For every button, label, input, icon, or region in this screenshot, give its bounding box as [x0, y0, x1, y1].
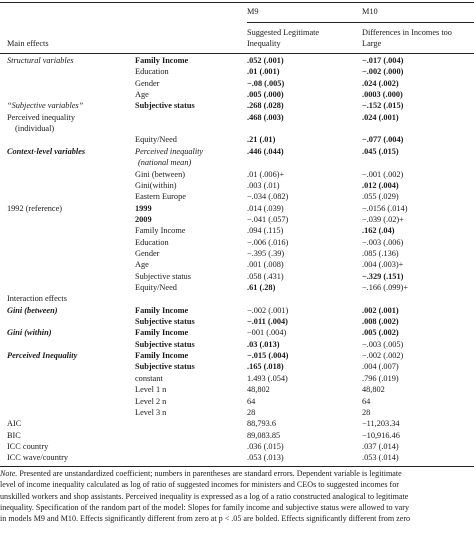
- m10-coefficient-cell: −.166 (.099)+: [362, 283, 408, 292]
- m9-coefficient-cell: −.08 (.005): [247, 78, 285, 88]
- m10-coefficient-cell: −.017 (.004): [362, 56, 404, 65]
- row-section-label: Perceived Inequality: [7, 351, 78, 361]
- m10-coefficient-cell: .012 (.004): [362, 180, 399, 190]
- row-variable-label: Gender: [135, 248, 160, 258]
- table-note-label: Note.: [0, 469, 18, 478]
- m9-coefficient-cell: .036 (.015): [247, 441, 284, 451]
- m10-coefficient-cell: .005 (.002): [362, 328, 399, 338]
- row-variable-label: Level 3 n: [135, 407, 167, 417]
- m10-coefficient-cell: −.003 (.006): [362, 237, 404, 247]
- m10-coefficient-cell: −.003 (.005): [362, 339, 404, 349]
- m10-coefficient-cell: −10,916.46: [362, 430, 400, 440]
- m9-coefficient-cell: −.006 (.016): [247, 237, 289, 247]
- row-section-label: AIC: [7, 419, 22, 429]
- m9-coefficient-cell: 88,793.6: [247, 419, 277, 429]
- m9-coefficient-cell: .21 (.01): [247, 135, 276, 145]
- row-variable-label: Subjective status: [135, 362, 195, 372]
- m9-coefficient-cell: −.041 (.057): [247, 214, 289, 224]
- m9-coefficient-cell: .052 (.001): [247, 56, 284, 65]
- table-note-text: Presented are unstandardized coefficient; numbers in parentheses are standard errors. Dependent variable is legitimate: [17, 469, 402, 478]
- m10-coefficient-cell: .008 (.002): [362, 317, 399, 327]
- row-section-label: Perceived inequality: [7, 112, 75, 122]
- m9-coefficient-cell: .01 (.001): [247, 67, 280, 77]
- table-note-line: [0, 468, 474, 479]
- row-variable-label: Equity/Need: [135, 135, 177, 145]
- row-variable-label: Subjective status: [135, 317, 195, 327]
- m9-coefficient-cell: .01 (.006)+: [247, 169, 285, 179]
- row-section-label: ICC country: [7, 441, 49, 451]
- row-section-label: ICC wave/country: [7, 453, 69, 463]
- row-variable-label: (national mean): [138, 158, 192, 168]
- m9-column-heading: M9: [247, 7, 259, 16]
- row-variable-label: Age: [135, 260, 149, 270]
- row-variable-label: 2009: [135, 214, 152, 224]
- table-note-line: inequality. Specification of the random part of the model: Slopes for family income and subjective status were allowed to vary: [0, 502, 409, 512]
- row-variable-label: Gini(within): [135, 180, 177, 190]
- m10-coefficient-cell: .085 (.136): [362, 248, 399, 258]
- row-section-label: Context-level variables: [7, 146, 86, 156]
- row-section-label: (individual): [15, 124, 55, 134]
- m9-coefficient-cell: .03 (.013): [247, 339, 280, 349]
- m10-coefficient-cell: .002 (.001): [362, 305, 399, 315]
- row-section-label: “Subjective variables”: [7, 101, 84, 111]
- model-heading-rule: [247, 22, 474, 23]
- m10-coefficient-cell: 64: [362, 396, 371, 406]
- row-variable-label: Family Income: [135, 328, 189, 338]
- m9-coefficient-cell: .165 (.018): [247, 362, 284, 372]
- table-note-line: in models M9 and M10. Effects significantly different from zero at p < .05 are bolded. Effects significantly different from zero: [0, 514, 411, 524]
- m9-coefficient-cell: 28: [247, 407, 256, 417]
- m9-coefficient-cell: 89,083.85: [247, 430, 281, 440]
- row-variable-label: constant: [135, 373, 163, 383]
- m9-coefficient-cell: .058 (.431): [247, 271, 284, 281]
- m10-coefficient-cell: −.077 (.004): [362, 135, 404, 145]
- m10-dependent-variable-line-2: Large: [362, 39, 382, 48]
- m9-coefficient-cell: .005 (.000): [247, 90, 284, 99]
- row-variable-label: Gender: [135, 78, 160, 88]
- m10-coefficient-cell: −.002 (.002): [362, 351, 404, 361]
- row-variable-label: Equity/Need: [135, 283, 177, 292]
- table-bottom-rule: [0, 466, 474, 467]
- m10-coefficient-cell: −.039 (.02)+: [362, 214, 404, 224]
- m10-coefficient-cell: −.001 (.002): [362, 169, 404, 179]
- m9-dependent-variable-line-2: Inequality: [247, 39, 281, 48]
- m10-coefficient-cell: .162 (.04): [362, 226, 395, 236]
- m9-coefficient-cell: .003 (.01): [247, 180, 280, 190]
- m10-coefficient-cell: −.152 (.015): [362, 101, 404, 111]
- row-variable-label: Subjective status: [135, 271, 191, 281]
- m10-coefficient-cell: .053 (.014): [362, 453, 399, 463]
- m10-coefficient-cell: .037 (.014): [362, 441, 399, 451]
- m9-coefficient-cell: −.034 (.082): [247, 192, 289, 202]
- m9-coefficient-cell: −.395 (.39): [247, 248, 285, 258]
- row-section-label: Structural variables: [7, 56, 74, 65]
- m9-coefficient-cell: .61 (.28): [247, 283, 276, 292]
- row-variable-label: Level 1 n: [135, 385, 167, 395]
- m9-coefficient-cell: .014 (.039): [247, 203, 284, 213]
- row-variable-label: Family Income: [135, 305, 189, 315]
- m10-coefficient-cell: .024 (.002): [362, 78, 399, 88]
- m9-coefficient-cell: 64: [247, 396, 256, 406]
- row-variable-label: Gini (between): [135, 169, 185, 179]
- m9-coefficient-cell: .468 (.003): [247, 112, 284, 122]
- row-variable-label: Subjective status: [135, 339, 195, 349]
- row-variable-label: Education: [135, 67, 169, 77]
- m10-coefficient-cell: .004 (.003)+: [362, 260, 404, 270]
- row-variable-label: Education: [135, 237, 169, 247]
- table-top-rule: [0, 2, 474, 3]
- m9-coefficient-cell: .446 (.044): [247, 146, 284, 156]
- m9-coefficient-cell: 1.493 (.054): [247, 373, 288, 383]
- row-variable-label: Family Income: [135, 56, 189, 65]
- m10-column-heading: M10: [362, 7, 378, 16]
- table-note: [0, 468, 474, 524]
- m9-coefficient-cell: .268 (.028): [247, 101, 284, 111]
- m10-coefficient-cell: −.002 (.000): [362, 67, 404, 77]
- row-variable-label: Age: [135, 90, 149, 99]
- m9-coefficient-cell: .001 (.008): [247, 260, 284, 270]
- m10-coefficient-cell: −.0156 (.014): [362, 203, 408, 213]
- row-variable-label: Family Income: [135, 351, 189, 361]
- row-section-label: Gini (between): [7, 305, 58, 315]
- row-variable-label: Perceived inequality: [135, 146, 204, 156]
- m9-coefficient-cell: −001 (.004): [247, 328, 287, 338]
- main-effects-heading: Main effects: [7, 39, 49, 48]
- m10-dependent-variable-line-1: Differences in Incomes too: [362, 28, 452, 37]
- table-note-line: level of income inequality calculated as log of ratio of suggested incomes for ministers and CEOs to suggested incomes for: [0, 480, 399, 490]
- header-bottom-rule: [0, 53, 474, 54]
- m9-coefficient-cell: 48,802: [247, 385, 270, 395]
- table-note-line: unskilled workers and shop assistants. Perceived inequality is expressed as a log of a ratio constructed analogical to legitimate: [0, 491, 409, 501]
- row-variable-label: Eastern Europe: [135, 192, 186, 202]
- m10-coefficient-cell: .796 (.019): [362, 373, 399, 383]
- m10-coefficient-cell: .004 (.007): [362, 362, 399, 372]
- row-variable-label: 1999: [135, 203, 152, 213]
- row-section-label: Gini (within): [7, 328, 52, 338]
- m9-dependent-variable-line-1: Suggested Legitimate: [247, 28, 320, 37]
- row-variable-label: Level 2 n: [135, 396, 167, 406]
- m10-coefficient-cell: −.329 (.151): [362, 271, 404, 281]
- m9-coefficient-cell: .094 (.115): [247, 226, 284, 236]
- m10-coefficient-cell: 28: [362, 407, 371, 417]
- m9-coefficient-cell: −.015 (.004): [247, 351, 289, 361]
- m9-coefficient-cell: −.011 (.004): [247, 317, 288, 327]
- m9-coefficient-cell: −.002 (.001): [247, 305, 289, 315]
- m10-coefficient-cell: .055 (.029): [362, 192, 399, 202]
- m10-coefficient-cell: .024 (.001): [362, 112, 399, 122]
- m10-coefficient-cell: 48,802: [362, 385, 385, 395]
- row-section-label: BIC: [7, 430, 21, 440]
- m10-coefficient-cell: −11,203.34: [362, 419, 400, 429]
- row-section-label: 1992 (reference): [7, 203, 63, 213]
- row-variable-label: Family Income: [135, 226, 186, 236]
- m9-coefficient-cell: .053 (.013): [247, 453, 284, 463]
- m10-coefficient-cell: .0003 (.000): [362, 90, 403, 99]
- row-variable-label: Subjective status: [135, 101, 195, 111]
- m10-coefficient-cell: .045 (.015): [362, 146, 399, 156]
- row-section-label: Interaction effects: [7, 294, 67, 304]
